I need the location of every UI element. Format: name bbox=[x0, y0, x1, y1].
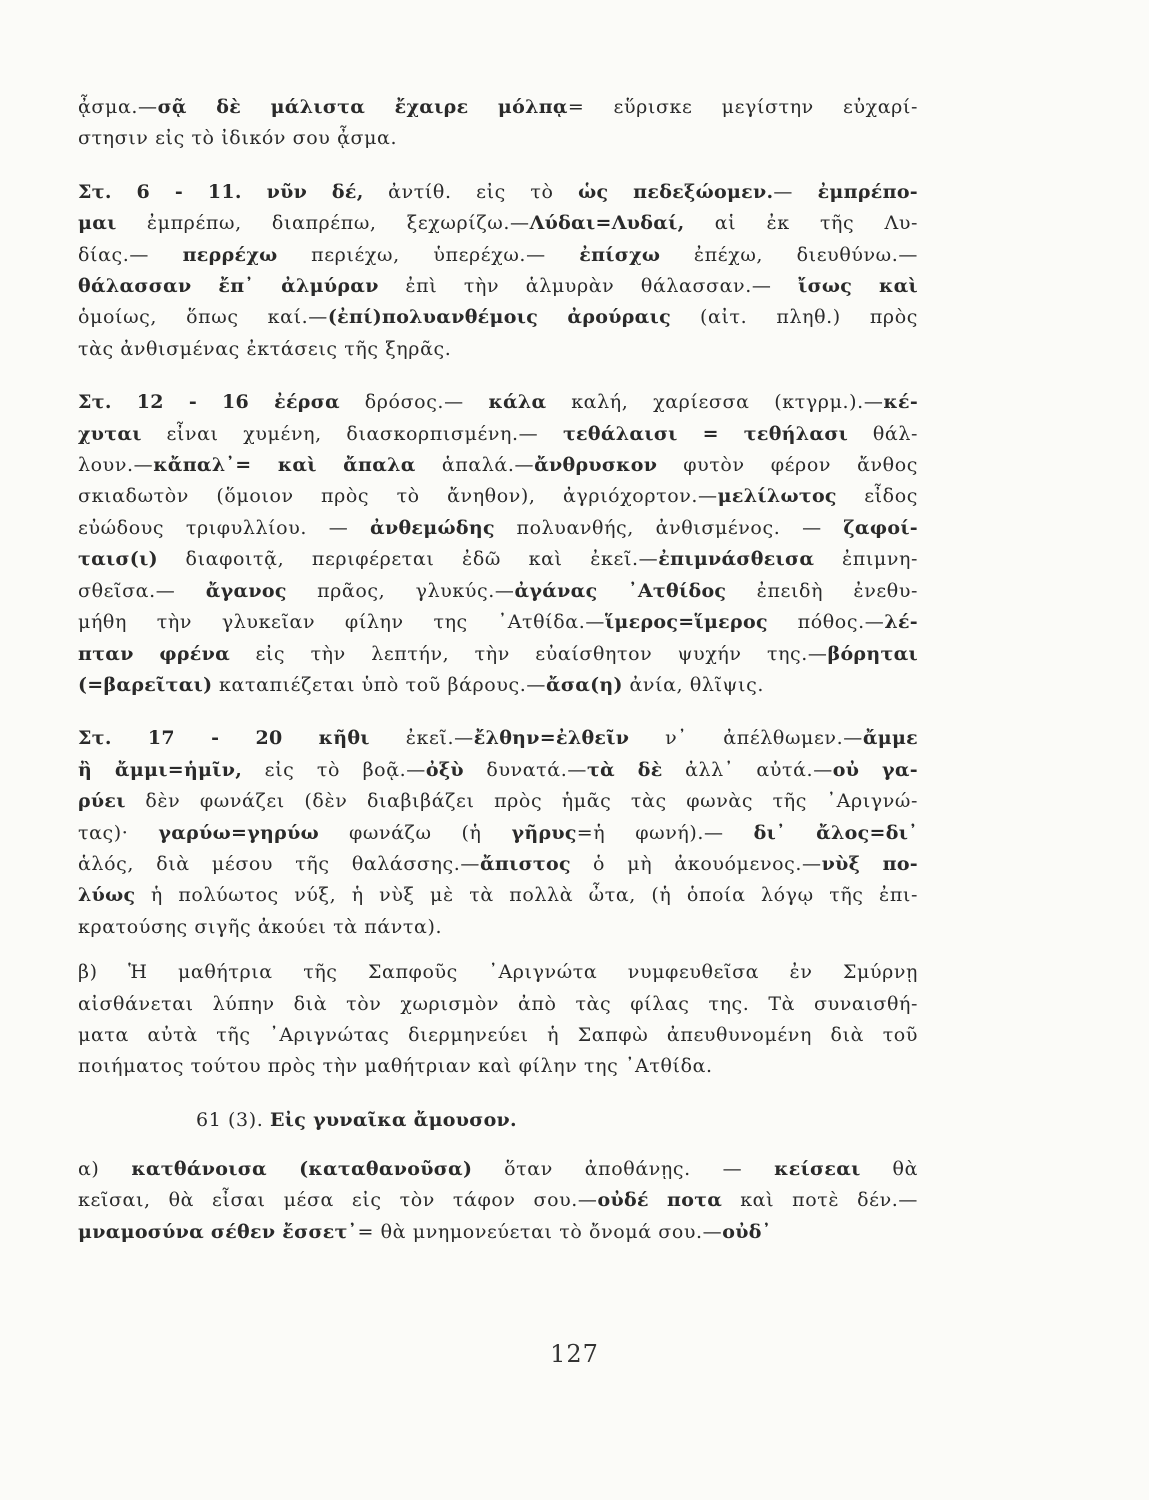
paragraph bbox=[78, 92, 918, 155]
gloss-text: σθεῖσα.— bbox=[78, 579, 206, 602]
text-line bbox=[78, 1051, 918, 1082]
gloss-text: ἁλός, διὰ μέσου τῆς θαλάσσης.— bbox=[78, 852, 480, 875]
text-line bbox=[78, 544, 918, 575]
gloss-text: ὅταν ἀποθάνῃς. — bbox=[472, 1157, 775, 1180]
text-line bbox=[78, 639, 918, 670]
gloss-text: εἰς τὸ βοᾷ.— bbox=[242, 758, 426, 781]
closing-paragraph bbox=[78, 1154, 918, 1248]
bold-term: μναμοσύνα σέθεν ἔσσετ᾽ bbox=[78, 1220, 358, 1243]
page-body bbox=[78, 92, 918, 1270]
bold-term: γαρύω=γηρύω bbox=[158, 821, 319, 844]
bold-term: γῆρυς bbox=[511, 821, 577, 844]
bold-term: περρέχω bbox=[182, 243, 278, 266]
bold-term: ἐπίσχω bbox=[579, 243, 661, 266]
bold-term: ρύει bbox=[78, 790, 126, 813]
gloss-text: θάλ- bbox=[848, 422, 918, 445]
bold-term: Στ. 6 - 11. νῦν δέ, bbox=[78, 180, 364, 203]
bold-term: ταισ(ι) bbox=[78, 548, 158, 571]
text-line bbox=[78, 670, 918, 701]
bold-term: Εἰς γυναῖκα ἄμουσον. bbox=[270, 1108, 517, 1131]
gloss-text: καταπιέζεται ὑπὸ τοῦ βάρους.— bbox=[212, 673, 546, 696]
gloss-text: ἐμπρέπω, διαπρέπω, ξεχωρίζω.— bbox=[116, 212, 530, 235]
gloss-text: ν᾽ ἀπέλθωμεν.— bbox=[629, 727, 863, 750]
bold-term: νὺξ πο- bbox=[821, 852, 918, 875]
text-line bbox=[78, 1185, 918, 1216]
text-line bbox=[78, 513, 918, 544]
gloss-text: λουν.— bbox=[78, 454, 154, 477]
page-number: 127 bbox=[550, 1340, 599, 1368]
text-line bbox=[78, 1154, 918, 1185]
gloss-text: περιέχω, ὑπερέχω.— bbox=[277, 243, 580, 266]
bold-term: κάλα bbox=[488, 391, 547, 414]
text-line bbox=[78, 450, 918, 481]
gloss-text: τὰς ἀνθισμένας ἐκτάσεις τῆς ξηρᾶς. bbox=[78, 337, 452, 360]
gloss-text: εἶναι χυμένη, διασκορπισμένη.— bbox=[141, 422, 563, 445]
gloss-text: μήθη τὴν γλυκεῖαν φίλην της ᾿Ατθίδα.— bbox=[78, 611, 605, 634]
bold-term: κἄπαλ᾽= καὶ ἄπαλα bbox=[153, 454, 416, 477]
text-line bbox=[78, 1020, 918, 1051]
text-line bbox=[78, 880, 918, 911]
bold-term: κείσεαι bbox=[774, 1157, 861, 1180]
text-line bbox=[78, 576, 918, 607]
bold-term: δι᾽ ἄλος=δι᾽ bbox=[753, 821, 919, 844]
gloss-text: = εὕρισκε μεγίστην εὐχαρί- bbox=[567, 96, 918, 118]
text-line bbox=[78, 912, 918, 943]
bold-term: οὐδέ ποτα bbox=[597, 1189, 723, 1212]
gloss-text: ματα αὐτὰ τῆς ᾿Αριγνώτας διερμηνεύει ἡ Σαπφὼ ἀπευθυνομένη διὰ τοῦ bbox=[78, 1023, 918, 1046]
bold-term: Λύδαι=Λυδαί, bbox=[529, 212, 685, 235]
gloss-text: — bbox=[773, 180, 818, 203]
text-line bbox=[78, 240, 918, 271]
bold-term: ἀνθεμώδης bbox=[370, 516, 495, 539]
gloss-text: ἀλλ᾽ αὐτά.— bbox=[662, 758, 833, 781]
text-line bbox=[78, 481, 918, 512]
paragraph bbox=[78, 1154, 918, 1248]
gloss-text: ὁ μὴ ἀκουόμενος.— bbox=[570, 852, 822, 875]
gloss-text: φυτὸν φέρον ἄνθος bbox=[657, 454, 918, 477]
bold-term: λέ- bbox=[884, 611, 918, 634]
bold-term: ἴσως καὶ bbox=[798, 275, 919, 298]
bold-term: ἄνθρυσκον bbox=[534, 454, 658, 477]
gloss-text: ἐκεῖ.— bbox=[369, 727, 474, 750]
bold-term: ἐμπρέπο- bbox=[817, 180, 918, 203]
bold-term: ἄπιστος bbox=[479, 852, 571, 875]
paragraph bbox=[78, 387, 918, 701]
bold-term: κατθάνοισα (καταθανοῦσα) bbox=[131, 1157, 473, 1180]
bold-term: ὀξὺ bbox=[425, 758, 464, 781]
gloss-text: (αἰτ. πληθ.) πρὸς bbox=[670, 306, 918, 329]
bold-term: σᾷ δὲ μάλιστα ἔχαιρε μόλπᾳ bbox=[157, 96, 568, 118]
text-line bbox=[78, 177, 918, 208]
gloss-text: δὲν φωνάζει (δὲν διαβιβάζει πρὸς ἡμᾶς τὰς φωνὰς τῆς ᾿Αριγνώ- bbox=[125, 790, 918, 813]
bold-term: θάλασσαν ἔπ᾽ ἀλμύραν bbox=[78, 275, 379, 298]
text-line bbox=[78, 334, 918, 365]
bold-term: ὡς πεδεξώομεν. bbox=[578, 180, 774, 203]
gloss-text: =ἡ φωνή).— bbox=[576, 821, 754, 844]
bold-term: ἄγανος bbox=[205, 579, 287, 602]
gloss-text: στησιν εἰς τὸ ἰδικόν σου ᾆσμα. bbox=[78, 127, 398, 150]
bold-term: ἐπιμνάσθεισα bbox=[658, 548, 815, 571]
text-line bbox=[78, 419, 918, 450]
gloss-text: τας)· bbox=[78, 821, 159, 844]
gloss-text: ὁμοίως, ὅπως καί.— bbox=[78, 306, 328, 329]
gloss-text: καλή, χαρίεσσα (κτγρμ.).— bbox=[546, 391, 884, 414]
text-line bbox=[78, 849, 918, 880]
gloss-text: διαφοιτᾷ, περιφέρεται ἐδῶ καὶ ἐκεῖ.— bbox=[157, 548, 659, 571]
text-line bbox=[78, 989, 918, 1020]
gloss-text: ἐπειδὴ ἐνεθυ- bbox=[726, 579, 918, 602]
gloss-text: ἀντίθ. εἰς τὸ bbox=[363, 180, 579, 203]
gloss-text: = θὰ μνημονεύεται τὸ ὄνομά σου.— bbox=[357, 1220, 723, 1243]
gloss-text: εἰς τὴν λεπτήν, τὴν εὐαίσθητον ψυχήν της.— bbox=[230, 642, 828, 665]
bold-term: (ἐπί)πολυανθέμοις ἀρούραις bbox=[327, 306, 671, 329]
bold-term: ἢ ἄμμι=ἡμῖν, bbox=[78, 758, 243, 781]
text-line bbox=[78, 818, 918, 849]
gloss-text: φωνάζω (ἡ bbox=[318, 821, 512, 844]
paragraph bbox=[78, 723, 918, 943]
gloss-text: πρᾶος, γλυκύς.— bbox=[286, 579, 515, 602]
text-line bbox=[78, 387, 918, 418]
bold-term: ἀγάνας ᾿Ατθίδος bbox=[514, 579, 727, 602]
gloss-text: ἐπέχω, διευθύνω.— bbox=[660, 243, 918, 266]
bold-term: τὰ δὲ bbox=[586, 758, 663, 781]
gloss-text: δυνατά.— bbox=[463, 758, 587, 781]
bold-term: Στ. 12 - 16 ἐέρσα bbox=[78, 391, 340, 414]
bold-term: οὐδ᾽ bbox=[722, 1220, 772, 1243]
gloss-text: ἀνία, θλῖψις. bbox=[622, 673, 764, 696]
bold-term: λύως bbox=[78, 884, 136, 907]
bold-term: οὐ γα- bbox=[832, 758, 918, 781]
bold-term: κέ- bbox=[883, 391, 918, 414]
gloss-text: ᾆσμα.— bbox=[78, 96, 158, 118]
bold-term: ἄμμε bbox=[862, 727, 919, 750]
gloss-text: αἱ ἐκ τῆς Λυ- bbox=[684, 212, 918, 235]
bold-term: ἔλθην=ἐλθεῖν bbox=[473, 727, 630, 750]
gloss-text: εἶδος bbox=[836, 485, 919, 508]
bold-term: ζαφοί- bbox=[843, 516, 918, 539]
paragraphs bbox=[78, 92, 918, 1083]
bold-term: ἄσα(η) bbox=[545, 673, 623, 696]
gloss-text: ἡ πολύωτος νύξ, ἡ νὺξ μὲ τὰ πολλὰ ὦτα, (ἡ ὁποία λόγῳ τῆς ἐπι- bbox=[135, 884, 918, 907]
text-line bbox=[78, 271, 918, 302]
section-heading bbox=[78, 1105, 918, 1136]
gloss-text: ἐπὶ τὴν ἁλμυρὰν θάλασσαν.— bbox=[378, 275, 799, 298]
text-line bbox=[78, 723, 918, 754]
bold-term: πταν φρένα bbox=[78, 642, 231, 665]
bold-term: ἵμερος=ἵμερος bbox=[604, 611, 768, 634]
gloss-text: ποιήματος τούτου πρὸς τὴν μαθήτριαν καὶ φίλην της ᾿Ατθίδα. bbox=[78, 1055, 713, 1078]
gloss-text: α) bbox=[78, 1157, 132, 1180]
text-line bbox=[78, 123, 918, 154]
gloss-text: 61 (3). bbox=[196, 1108, 271, 1131]
gloss-text: δίας.— bbox=[78, 243, 183, 266]
text-line bbox=[78, 755, 918, 786]
gloss-text: δρόσος.— bbox=[339, 391, 489, 414]
gloss-text: εὐώδους τριφυλλίου. — bbox=[78, 516, 371, 539]
bold-term: τεθάλαισι = τεθήλασι bbox=[562, 422, 849, 445]
text-line bbox=[78, 786, 918, 817]
bold-term: βόρηται bbox=[827, 642, 918, 665]
text-line bbox=[78, 607, 918, 638]
text-line bbox=[78, 1217, 918, 1248]
gloss-text: θὰ bbox=[860, 1157, 918, 1180]
gloss-text: πόθος.— bbox=[767, 611, 885, 634]
gloss-text: σκιαδωτὸν (ὅμοιον πρὸς τὸ ἄνηθον), ἀγριόχορτον.— bbox=[78, 485, 718, 508]
gloss-text: ἐπιμνη- bbox=[814, 548, 918, 571]
paragraph bbox=[78, 177, 918, 365]
text-line bbox=[78, 957, 918, 988]
bold-term: Στ. 17 - 20 κῆθι bbox=[78, 727, 370, 750]
gloss-text: κρατούσης σιγῆς ἀκούει τὰ πάντα). bbox=[78, 915, 443, 938]
text-line bbox=[78, 92, 918, 123]
gloss-text: β) Ἡ μαθήτρια τῆς Σαπφοῦς ᾿Αριγνώτα νυμφευθεῖσα ἐν Σμύρνῃ bbox=[78, 961, 918, 984]
bold-term: (=βαρεῖται) bbox=[78, 673, 213, 696]
gloss-text: καὶ ποτὲ δέν.— bbox=[722, 1189, 918, 1212]
gloss-text: κεῖσαι, θὰ εἶσαι μέσα εἰς τὸν τάφον σου.— bbox=[78, 1189, 598, 1212]
gloss-text: ἁπαλά.— bbox=[415, 454, 535, 477]
gloss-text: πολυανθής, ἀνθισμένος. — bbox=[494, 516, 844, 539]
paragraph bbox=[78, 957, 918, 1083]
text-line bbox=[78, 208, 918, 239]
gloss-text: αἰσθάνεται λύπην διὰ τὸν χωρισμὸν ἀπὸ τὰς φίλας της. Τὰ συναισθή- bbox=[78, 992, 918, 1015]
bold-term: μελίλωτος bbox=[717, 485, 837, 508]
bold-term: μαι bbox=[78, 212, 117, 235]
text-line bbox=[78, 302, 918, 333]
bold-term: χυται bbox=[78, 422, 142, 445]
